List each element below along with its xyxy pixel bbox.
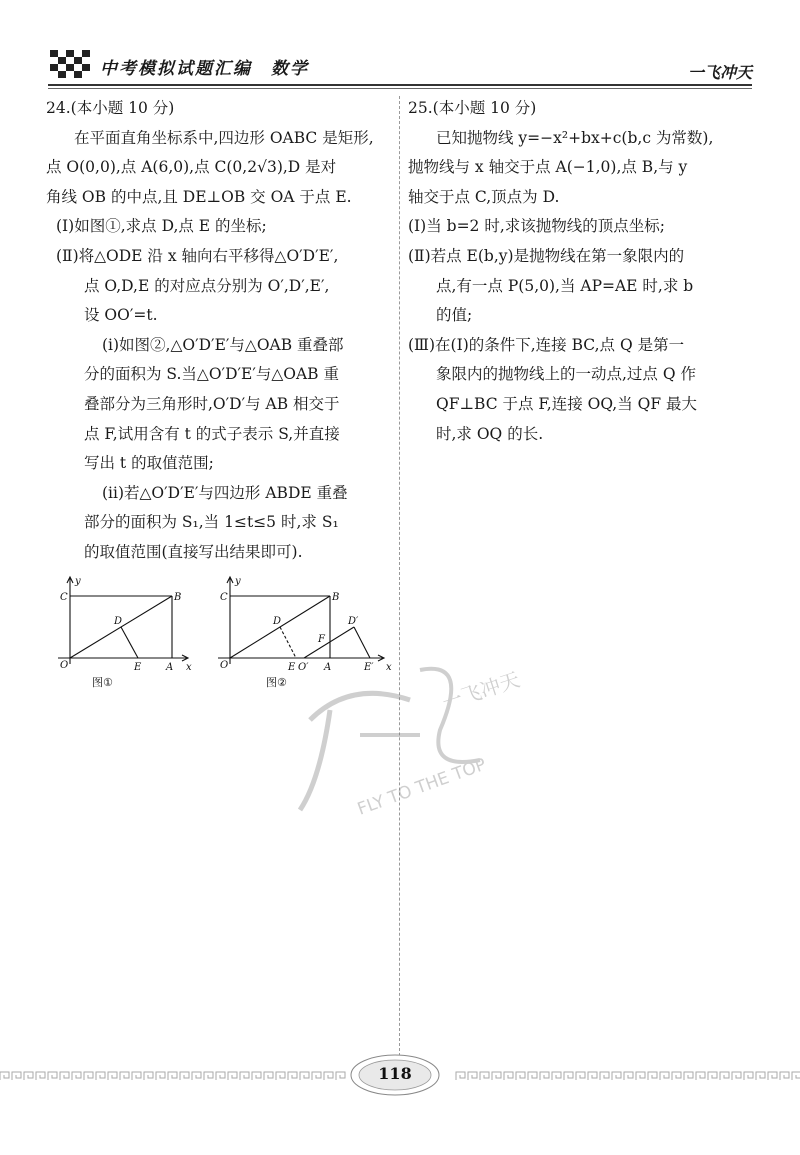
footer-pattern-segment [660, 1072, 669, 1080]
fig1-label-o: O [60, 660, 69, 671]
footer-pattern-segment [792, 1072, 800, 1080]
footer-pattern-segment [732, 1072, 741, 1080]
footer-pattern-segment [492, 1072, 501, 1080]
fig2-label-o: O [220, 660, 229, 671]
footer-pattern-segment [588, 1072, 597, 1080]
footer-pattern-segment [480, 1072, 489, 1080]
q24-sub-i-line: 写出 t 的取值范围; [84, 454, 214, 473]
footer-pattern-segment [528, 1072, 537, 1080]
footer-pattern-segment [180, 1072, 189, 1080]
footer-pattern-segment [300, 1072, 309, 1080]
fig2-label-b: B [332, 592, 340, 603]
fig2-label-o2: O′ [298, 662, 309, 673]
footer-pattern-segment [12, 1072, 21, 1080]
footer-pattern-segment [24, 1072, 33, 1080]
footer-pattern-segment [564, 1072, 573, 1080]
footer-pattern-segment [516, 1072, 525, 1080]
fig2-label-e2: E′ [364, 662, 374, 673]
header-rule [48, 84, 752, 86]
footer-pattern-segment [780, 1072, 789, 1080]
header-title: 中考模拟试题汇编 数学 [100, 59, 309, 79]
footer-pattern-segment [216, 1072, 225, 1080]
fig1-caption: 图① [92, 676, 113, 689]
footer-pattern-segment [168, 1072, 177, 1080]
footer-pattern-segment [108, 1072, 117, 1080]
fig1-label-x: x [186, 662, 192, 673]
question-24 [46, 94, 391, 568]
q25-part1: (Ⅰ)当 b=2 时,求该抛物线的顶点坐标; [408, 217, 665, 236]
q25-part3-line: (Ⅲ)在(Ⅰ)的条件下,连接 BC,点 Q 是第一 [408, 335, 685, 354]
footer-pattern-segment [600, 1072, 609, 1080]
figure-1 [58, 577, 188, 664]
fig2-label-a: A [324, 662, 332, 673]
header-rule-thin [48, 88, 752, 89]
q25-part2-line: 点,有一点 P(5,0),当 AP=AE 时,求 b [436, 276, 694, 295]
footer-pattern-segment [192, 1072, 201, 1080]
footer-pattern-segment [324, 1072, 333, 1080]
watermark-en: FLY TO THE TOP [354, 754, 489, 820]
q24-number: 24.(本小题 10 分) [46, 99, 175, 117]
q24-sub-ii-line: (ⅱ)若△O′D′E′与四边形 ABDE 重叠 [102, 483, 348, 502]
page-number-badge [350, 1054, 440, 1096]
header-brand: 一飞冲天 [687, 63, 752, 82]
footer-pattern-segment [72, 1072, 81, 1080]
footer-pattern-segment [240, 1072, 249, 1080]
q24-sub-i-line: 叠部分为三角形时,O′D′与 AB 相交于 [84, 394, 340, 413]
watermark-cn: 一飞冲天 [439, 667, 523, 715]
q24-part2-line: (Ⅱ)将△ODE 沿 x 轴向右平移得△O′D′E′, [56, 246, 339, 265]
page-header [0, 0, 800, 92]
q25-part2-line: 的值; [436, 306, 473, 325]
footer-pattern-segment [540, 1072, 549, 1080]
footer-pattern-segment [624, 1072, 633, 1080]
q24-part2-line: 设 OO′=t. [84, 306, 158, 325]
fig2-caption: 图② [266, 676, 287, 689]
footer-pattern-segment [48, 1072, 57, 1080]
footer-pattern-segment [132, 1072, 141, 1080]
fig1-label-y: y [75, 576, 81, 587]
footer-pattern-segment [468, 1072, 477, 1080]
footer-pattern-segment [156, 1072, 165, 1080]
footer-pattern-segment [696, 1072, 705, 1080]
footer-pattern-segment [60, 1072, 69, 1080]
fig2-label-c: C [220, 592, 228, 603]
footer-pattern-segment [756, 1072, 765, 1080]
q24-stem-line: 角线 OB 的中点,且 DE⊥OB 交 OA 于点 E. [46, 187, 352, 206]
footer-pattern-segment [768, 1072, 777, 1080]
q24-sub-ii-line: 的取值范围(直接写出结果即可). [84, 542, 303, 561]
footer-pattern-segment [672, 1072, 681, 1080]
watermark-logo [290, 640, 540, 840]
fig1-segment-de [121, 627, 138, 658]
q24-stem-line: 点 O(0,0),点 A(6,0),点 C(0,2√3),D 是对 [46, 158, 337, 177]
q25-number: 25.(本小题 10 分) [408, 99, 537, 117]
fig1-label-c: C [60, 592, 68, 603]
fig2-label-x: x [386, 662, 392, 673]
q24-part2-line: 点 O,D,E 的对应点分别为 O′,D′,E′, [84, 276, 330, 295]
footer-pattern-segment [612, 1072, 621, 1080]
watermark-stroke [310, 693, 410, 720]
footer-pattern-segment [228, 1072, 237, 1080]
q24-stem-line: 在平面直角坐标系中,四边形 OABC 是矩形, [74, 128, 374, 147]
footer-pattern-segment [252, 1072, 261, 1080]
footer-pattern-segment [0, 1072, 9, 1080]
question-25 [408, 94, 758, 449]
footer-pattern-segment [576, 1072, 585, 1080]
q25-stem-line: 已知抛物线 y=−x²+bx+c(b,c 为常数), [436, 128, 714, 147]
footer-pattern-segment [552, 1072, 561, 1080]
fig1-label-e: E [134, 662, 142, 673]
footer-pattern-segment [36, 1072, 45, 1080]
q24-part1: (Ⅰ)如图①,求点 D,点 E 的坐标; [56, 217, 267, 236]
page-number: 118 [378, 1064, 412, 1083]
footer-pattern-segment [504, 1072, 513, 1080]
fig2-label-e: E [288, 662, 296, 673]
q24-sub-i-line: 点 F,试用含有 t 的式子表示 S,并直接 [84, 424, 340, 443]
q24-sub-ii-line: 部分的面积为 S₁,当 1≤t≤5 时,求 S₁ [84, 513, 339, 532]
watermark-svg [290, 640, 540, 840]
footer-pattern-segment [708, 1072, 717, 1080]
fig2-label-d2: D′ [348, 616, 359, 627]
footer-pattern-segment [120, 1072, 129, 1080]
footer-pattern-segment [456, 1072, 465, 1080]
q24-sub-i-line: (ⅰ)如图②,△O′D′E′与△OAB 重叠部 [102, 335, 344, 354]
page-footer [0, 1040, 800, 1155]
fig1-label-b: B [174, 592, 182, 603]
q25-part3-line: QF⊥BC 于点 F,连接 OQ,当 QF 最大 [436, 394, 698, 413]
fig2-label-d: D [273, 616, 282, 627]
footer-pattern-segment [744, 1072, 753, 1080]
fig1-label-d: D [114, 616, 123, 627]
footer-pattern-segment [336, 1072, 345, 1080]
footer-pattern-segment [684, 1072, 693, 1080]
fig2-label-f: F [318, 634, 325, 645]
footer-pattern-segment [84, 1072, 93, 1080]
footer-pattern-segment [96, 1072, 105, 1080]
q25-part3-line: 象限内的抛物线上的一动点,过点 Q 作 [436, 365, 696, 384]
header-checker-logo [50, 50, 90, 78]
footer-pattern-segment [636, 1072, 645, 1080]
fig1-label-a: A [166, 662, 174, 673]
footer-pattern-segment [204, 1072, 213, 1080]
footer-pattern-segment [648, 1072, 657, 1080]
q25-stem-line: 抛物线与 x 轴交于点 A(−1,0),点 B,与 y [408, 158, 688, 177]
watermark-stroke [300, 710, 330, 810]
q25-part3-line: 时,求 OQ 的长. [436, 424, 544, 443]
footer-pattern-segment [276, 1072, 285, 1080]
footer-pattern-segment [144, 1072, 153, 1080]
footer-pattern-segment [264, 1072, 273, 1080]
q24-sub-i-line: 分的面积为 S.当△O′D′E′与△OAB 重 [84, 365, 339, 384]
q25-part2-line: (Ⅱ)若点 E(b,y)是抛物线在第一象限内的 [408, 246, 685, 265]
q25-stem-line: 轴交于点 C,顶点为 D. [408, 187, 560, 206]
fig2-label-y: y [235, 576, 241, 587]
footer-pattern-segment [720, 1072, 729, 1080]
footer-pattern-segment [312, 1072, 321, 1080]
footer-pattern-segment [288, 1072, 297, 1080]
